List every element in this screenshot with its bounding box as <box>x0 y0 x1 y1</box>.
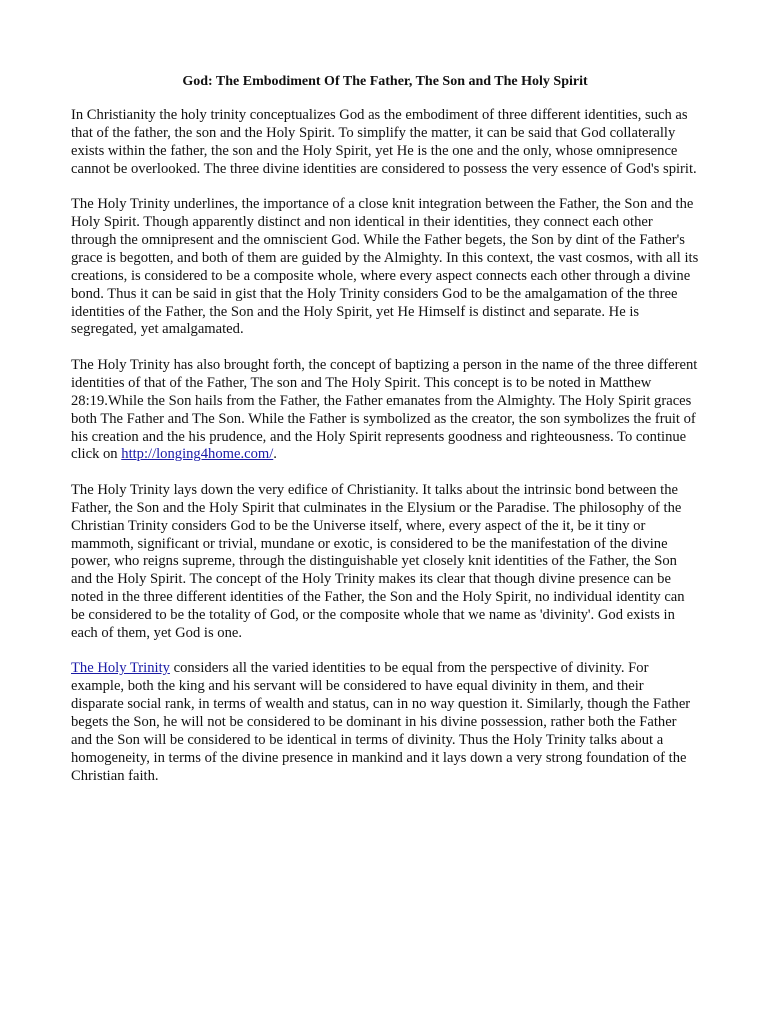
paragraph-3-end: . <box>273 446 277 463</box>
paragraph-5-text: considers all the varied identities to be equal from the perspective of divinity. For example, both the king and his servant will be considered to have equal divinity in them, and their disparate social rank, in terms of wealth and status, can in no way question it. Similarly, though the Father begets the Son, he will not be considered to be dominant in his divine possession, rather both the Father and the Son will be considered to be identical in terms of divinity. Thus the Holy Trinity talks about a homogeneity, in terms of the divine presence in mankind and it lays down a very strong foundation of the Christian faith. <box>71 660 691 784</box>
paragraph-2: The Holy Trinity underlines, the importance of a close knit integration between the Father, the Son and the Holy Spirit. Though apparently distinct and non identical in their identities, they connect each other through the omnipresent and the omniscient God. While the Father begets, the Son by dint of the Father's grace is begotten, and both of them are guided by the Almighty. In this context, the vast cosmos, with all its creations, is considered to be a composite whole, where every aspect connects each other through a divine bond. Thus it can be said in gist that the Holy Trinity considers God to be the amalgamation of the three identities of the Father, the Son and the Holy Spirit, yet He Himself is distinct and separate. He is segregated, yet amalgamated. <box>71 196 699 338</box>
document-page <box>71 73 699 803</box>
holy-trinity-link[interactable]: The Holy Trinity <box>71 660 170 677</box>
paragraph-3 <box>71 357 699 464</box>
paragraph-4: The Holy Trinity lays down the very edifice of Christianity. It talks about the intrinsic bond between the Father, the Son and the Holy Spirit that culminates in the Elysium or the Paradise. The philosophy of the Christian Trinity considers God to be the Universe itself, where, every aspect of the it, be it tiny or mammoth, significant or trivial, mundane or exotic, is considered to be the manifestation of the divine power, who reigns supreme, through the distinguishable yet closely knit identities of the Father, the Son and the Holy Spirit. The concept of the Holy Trinity makes its clear that though divine presence can be noted in the three different identities of the Father, the Son and the Holy Spirit, no individual identity can be considered to be the totality of God, or the composite whole that we name as 'divinity'. God exists in each of them, yet God is one. <box>71 481 685 642</box>
document-title: God: The Embodiment Of The Father, The Son and The Holy Spirit <box>182 74 588 89</box>
longing4home-link[interactable]: http://longing4home.com/ <box>121 446 274 463</box>
paragraph-3-text: The Holy Trinity has also brought forth, the concept of baptizing a person in the name of the three different identities of that of the Father, The son and The Holy Spirit. This concept is to be noted in Matthew 28:19.While the Son hails from the Father, the Father emanates from the Almighty. The Holy Spirit graces both The Father and The Son. While the Father is symbolized as the creator, the son symbolizes the fruit of his creation and the his prudence, and the Holy Spirit represents goodness and righteousness. To continue click on <box>71 356 698 463</box>
paragraph-1: In Christianity the holy trinity conceptualizes God as the embodiment of three different identities, such as that of the father, the son and the Holy Spirit. To simplify the matter, it can be said that God collaterally exists within the father, the son and the Holy Spirit, yet He is the one and the only, whose omnipresence cannot be overlooked. The three divine identities are considered to possess the very essence of God's spirit. <box>71 107 697 177</box>
paragraph-5 <box>71 660 699 785</box>
